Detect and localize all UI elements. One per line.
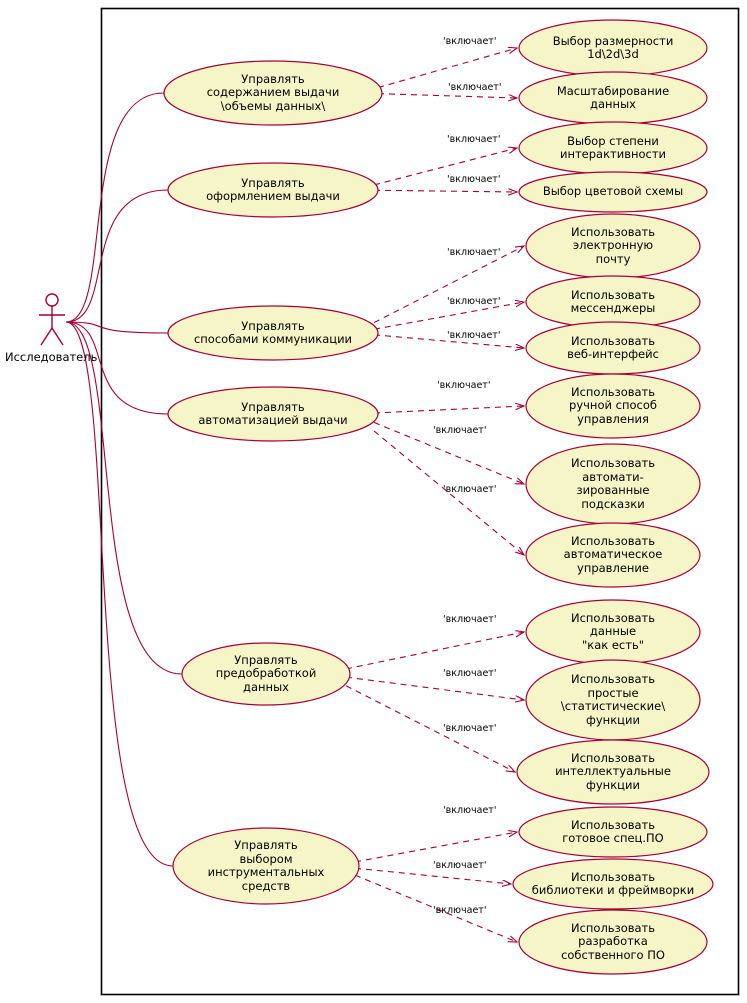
include-edge-label: 'включает' <box>433 905 487 916</box>
use-case-ellipse[interactable] <box>519 172 707 212</box>
include-edge <box>378 94 517 98</box>
include-edge-label: 'включает' <box>447 296 501 307</box>
actor-association-edge <box>66 190 168 322</box>
use-case-ellipse[interactable] <box>526 276 700 328</box>
use-case-ellipse[interactable] <box>526 214 700 278</box>
include-edge-label: 'включает' <box>443 36 497 47</box>
use-case-label: Управлять оформлением выдачи <box>206 175 340 203</box>
use-case-label: Использовать данные "как есть" <box>570 610 656 652</box>
include-edge-label: 'включает' <box>433 860 487 871</box>
use-case-ellipse[interactable] <box>519 72 707 124</box>
use-case-ellipse[interactable] <box>526 660 700 740</box>
use-case-label: Масштабирование данных <box>556 83 670 111</box>
use-case-label: Выбор цветовой схемы <box>542 184 684 199</box>
use-case-label: Использовать мессенджеры <box>570 287 656 315</box>
include-edge-label: 'включает' <box>443 723 497 734</box>
use-case-label: Использовать простые \статистические\ функции <box>560 672 666 727</box>
use-case-label: Управлять автоматизацией выдачи <box>198 399 348 427</box>
actor-association-edge <box>66 322 173 866</box>
use-case-ellipse[interactable] <box>164 61 382 125</box>
include-edge-label: 'включает' <box>447 330 501 341</box>
use-case-ellipse[interactable] <box>168 387 378 441</box>
use-case-ellipse[interactable] <box>168 306 378 360</box>
use-case-ellipse[interactable] <box>526 523 700 587</box>
use-case-ellipse[interactable] <box>168 163 378 217</box>
use-case-ellipse[interactable] <box>526 600 700 664</box>
use-case-label: Использовать автоматическое управление <box>563 533 663 575</box>
use-case-label: Использовать веб-интерфейс <box>567 333 659 361</box>
use-case-label: Управлять выбором инструментальных средств <box>207 838 325 893</box>
actor-association-edge <box>66 322 168 333</box>
use-case-label: Управлять содержанием выдачи \объемы данных\ <box>206 71 340 113</box>
use-case-ellipse[interactable] <box>513 859 713 909</box>
actor-association-edge <box>66 322 182 674</box>
include-edge <box>374 190 517 192</box>
actor-association-edge <box>66 322 168 414</box>
include-edge-label: 'включает' <box>443 484 497 495</box>
include-edge-label: 'включает' <box>443 668 497 679</box>
use-case-label: Использовать автомати- зированные подсказки <box>570 456 656 511</box>
include-edge-label: 'включает' <box>447 134 501 145</box>
use-case-label: Управлять способами коммуникации <box>193 318 353 346</box>
use-case-label: Использовать готовое спец.ПО <box>562 817 664 845</box>
include-edge-label: 'включает' <box>448 82 502 93</box>
use-case-ellipse[interactable] <box>526 374 700 438</box>
actor-stroke <box>52 328 63 345</box>
use-case-label: Выбор размерности 1d\2d\3d <box>552 33 674 61</box>
use-case-label: Использовать электронную почту <box>570 224 656 266</box>
include-edge-label: 'включает' <box>437 380 491 391</box>
include-edge <box>374 406 524 413</box>
include-edge <box>346 677 524 700</box>
include-edge-label: 'включает' <box>447 174 501 185</box>
use-case-ellipse[interactable] <box>519 20 707 76</box>
include-edge <box>346 632 524 669</box>
actor-label: Исследователь <box>5 350 98 364</box>
use-case-label: Управлять предобработкой данных <box>215 652 317 694</box>
use-case-ellipse[interactable] <box>182 643 350 705</box>
actor-stroke <box>46 294 58 306</box>
use-case-label: Использовать разработка собственного ПО <box>561 920 665 962</box>
use-case-nodes <box>164 20 713 974</box>
use-case-ellipse[interactable] <box>519 122 707 174</box>
use-case-ellipse[interactable] <box>526 322 700 374</box>
use-case-ellipse[interactable] <box>173 828 359 904</box>
use-case-ellipse[interactable] <box>517 740 709 804</box>
actor-association-edge <box>66 93 164 322</box>
include-edge-label: 'включает' <box>443 614 497 625</box>
actor-figure <box>39 294 65 345</box>
use-case-label: Выбор степени интерактивности <box>559 133 667 161</box>
use-case-ellipse[interactable] <box>526 444 700 524</box>
use-case-ellipse[interactable] <box>519 807 707 857</box>
use-case-ellipse[interactable] <box>519 910 707 974</box>
include-edge-label: 'включает' <box>447 247 501 258</box>
use-case-label: Использовать библиотеки и фреймворки <box>531 869 695 897</box>
use-case-label: Использовать ручной способ управления <box>569 384 657 426</box>
include-edge-label: 'включает' <box>443 805 497 816</box>
use-case-label: Использовать интеллектуальные функции <box>555 750 671 792</box>
include-edge-label: 'включает' <box>433 425 487 436</box>
actor-stroke <box>41 328 52 345</box>
include-edge <box>355 832 517 862</box>
